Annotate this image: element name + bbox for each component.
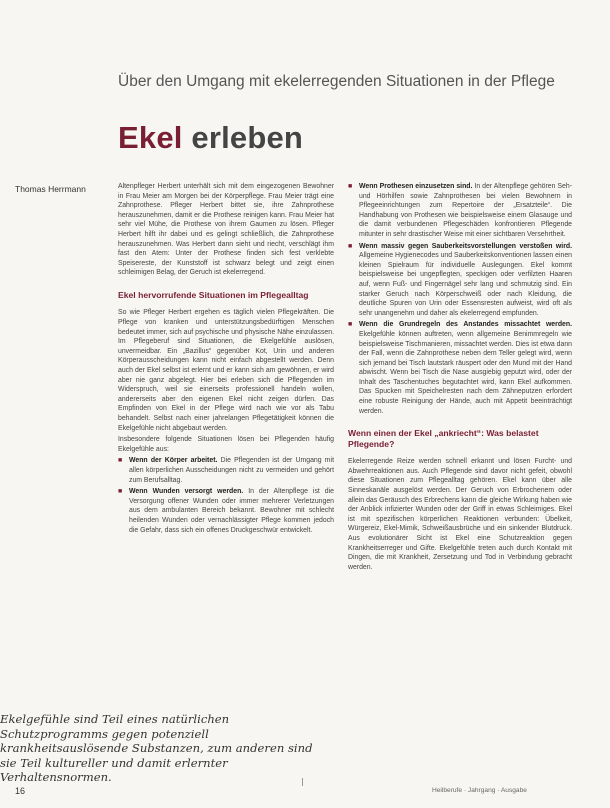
intro-paragraph: Altenpfleger Herbert unterhält sich mit dem eingezogenen Bewohner in Frau Meier am Morgen bei der Körperpflege. Frau Meier trägt eine Zahnprothese. Pfleger Herbert bittet sie, ihre Zahnprothese herauszunehmen, damit er die Prothese reinigen kann. Frau Meier hat sehr viel Mühe, die Prothese von ihrem Gaumen zu lösen. Pfleger Herbert hilft ihr dabei und es gelingt schließlich, die Zahnprothese herauszunehmen. Was Herbert dann sieht und riecht, verschlägt ihm fast den Atem: Unter der Prothese finden sich fest verklebte Speisereste, der Kunststoff ist schwarz belegt und zeigt einen schleimigen Belag, der Geruch ist ekelerregend. (118, 183, 334, 277)
text-column-right (348, 182, 572, 574)
list-item-lead: Wenn massiv gegen Sauberkeitsvorstellungen verstoßen wird. (359, 242, 572, 250)
body-paragraph: So wie Pfleger Herbert ergehen es täglich vielen Pflegekräften. Die Pflege von kranken und unterstützungsbedürftigen Menschen bedeutet immer, sich auf psychische und physische Nähe einzulassen. Im Pflegeberuf sind Situationen, die Ekelgefühle auslösen, unvermeidbar. Ein „Bazillus“ gegenüber Kot, Urin und anderen Körperausscheidungen kann nicht einfach abgestellt werden. Denn auch der Ekel selbst ist erlernt und er kann sich am gewöhnen, er wird aber nie ganz abgelegt. Hier bei erleben sich die Pflegenden im Widerspruch, weil sie einerseits professionell handeln wollen, andererseits aber den eigenen Ekel nicht zeigen dürfen. Das Empfinden von Ekel in der Pflege wird nach wie vor als Tabu behandelt. Selbst nach einer jahrelangen Pflegetätigkeit können die Ekelgefühle nicht abgebaut werden. (118, 309, 334, 432)
bullet-marker-icon: ■ (348, 242, 353, 250)
bullet-marker-icon: ■ (348, 183, 353, 190)
article-title (118, 120, 303, 156)
list-item (348, 320, 572, 416)
title-rest: erleben (182, 120, 304, 155)
list-item-lead: Wenn Wunden versorgt werden. (129, 488, 244, 496)
list-item-lead: Wenn Prothesen einzusetzen sind. (359, 183, 473, 190)
list-item-text: Ekelgefühle können auftreten, wenn allgemeine Benimmregeln wie beispielsweise Tischmanieren, missachtet werden. Dies ist etwa dann der Fall, wenn die Zahnprothese neben dem Teller gelegt wird, wenn sich jemand bei Tisch lautstark räuspert oder den Mund mit der Hand abwischt. Wenn bei Tisch die Nase ausgiebig geputzt wird, oder der Inhalt des Taschentuches begutachtet wird, kann Ekel aufkommen. Das Spucken mit Speichelresten nach dem Zähneputzen erfordert eine robuste Reinigung der Hände, auch mit Appetit beeinträchtigt werden. (359, 330, 572, 415)
list-item (348, 182, 572, 240)
body-paragraph: Insbesondere folgende Situationen lösen bei Pflegenden häufig Ekelgefühle aus: (118, 436, 334, 453)
bullet-list (118, 456, 334, 535)
text-column-left (118, 182, 334, 537)
footer-divider (302, 778, 303, 786)
bullet-list (348, 182, 572, 416)
article-kicker: Über den Umgang mit ekelerregenden Situationen in der Pflege (118, 73, 555, 90)
list-item-text: In der Altenpflege gehören Seh- und Hörhilfen sowie Zahnprothesen bei vielen Bewohnern in Pflegeeinrichtungen zum Repertoire der „Ersatzteile“. Die Handhabung von Prothesen wie beispielsweise einem Glasauge und die damit verbundenen Pflegeschäden konfrontieren Pflegende mitunter in sehr drastischer Weise mit einer sichtbaren Versehrtheit. (359, 183, 572, 238)
body-paragraph: Ekelerregende Reize werden schnell erkannt und lösen Furcht- und Abwehrreaktionen aus. Auch Pflegende sind davor nicht gefeit, obwohl diese Situationen zum Pflegealltag gehören. Ekel kann über alle Sinneskanäle ausgelöst werden. Der Geruch von Erbrochenem oder allein das Geräusch des Erbrechens kann die gleiche Wirkung haben wie der Anblick infizierter Wunden oder der Griff in etwas Schleimiges. Ekel ist mit spezifischen körperlichen Reaktionen verbunden: Übelkeit, Würgereiz, Ekel-Mimik, Schweißausbrüche und ein sinkender Blutdruck. Aus evolutionärer Sicht ist Ekel eine Schutzreaktion gegen Krankheitserreger und Gifte. Ekelgefühle treten auch durch Kontakt mit Dingen, die mit Krankheit, Zersetzung und Tod in Verbindung gebracht werden. (348, 458, 572, 571)
list-item (348, 242, 572, 319)
page-number: 16 (15, 786, 26, 796)
bullet-marker-icon: ■ (118, 488, 123, 496)
pull-quote: Ekelgefühle sind Teil eines natürlichen Schutzprogramms gegen potenziell krankheitsauslösende Substanzen, zum anderen sind sie Teil kultureller und damit erlernter Verhaltensnormen. (0, 712, 313, 785)
section-heading: Wenn einen der Ekel „ankriecht“: Was belastet Pflegende? (348, 428, 539, 449)
bullet-marker-icon: ■ (118, 457, 123, 465)
section-heading: Ekel hervorrufende Situationen im Pflegealltag (118, 289, 309, 300)
list-item-text: In der Altenpflege ist die Versorgung offener Wunden oder immer mehrerer Verletzungen aus dem ambulanten Bereich bekannt. Bewohner mit schlecht heilenden Wunden oder vernachlässigter Pflege kommen jedoch die Gefahr, dass sich ein offenes Druckgeschwür entwickelt. (129, 488, 334, 534)
list-item-lead: Wenn der Körper arbeitet. (129, 457, 218, 465)
list-item-text: Die Pflegenden ist der Umgang mit allen körperlichen Ausscheidungen nicht zu vermeiden und gehört zum Berufsalltag. (129, 457, 334, 484)
author-name: Thomas Herrmann (15, 184, 86, 194)
list-item-text: Allgemeine Hygienecodes und Sauberkeitskonventionen lassen einen kleinen Spielraum für individuelle Auslegungen. Ekel kommt beispielsweise bei ungepflegten, speckigen oder verfilzten Haaren auf, wenn Fuß- und Fingernägel sehr lang und schmutzig sind. Ein starker Geruch nach Körperschweiß oder nach Kleidung, die deutliche Spuren von Urin oder Essensresten aufweist, wird oft als sehr unangenehm und daher als ekelerregend empfunden. (359, 252, 572, 317)
journal-footer: Heilberufe · Jahrgang · Ausgabe (432, 787, 527, 794)
title-accent-word: Ekel (118, 120, 183, 155)
list-item-lead: Wenn die Grundregeln des Anstandes missachtet werden. (359, 321, 572, 329)
bullet-marker-icon: ■ (348, 321, 353, 329)
list-item (118, 487, 334, 535)
list-item (118, 456, 334, 485)
